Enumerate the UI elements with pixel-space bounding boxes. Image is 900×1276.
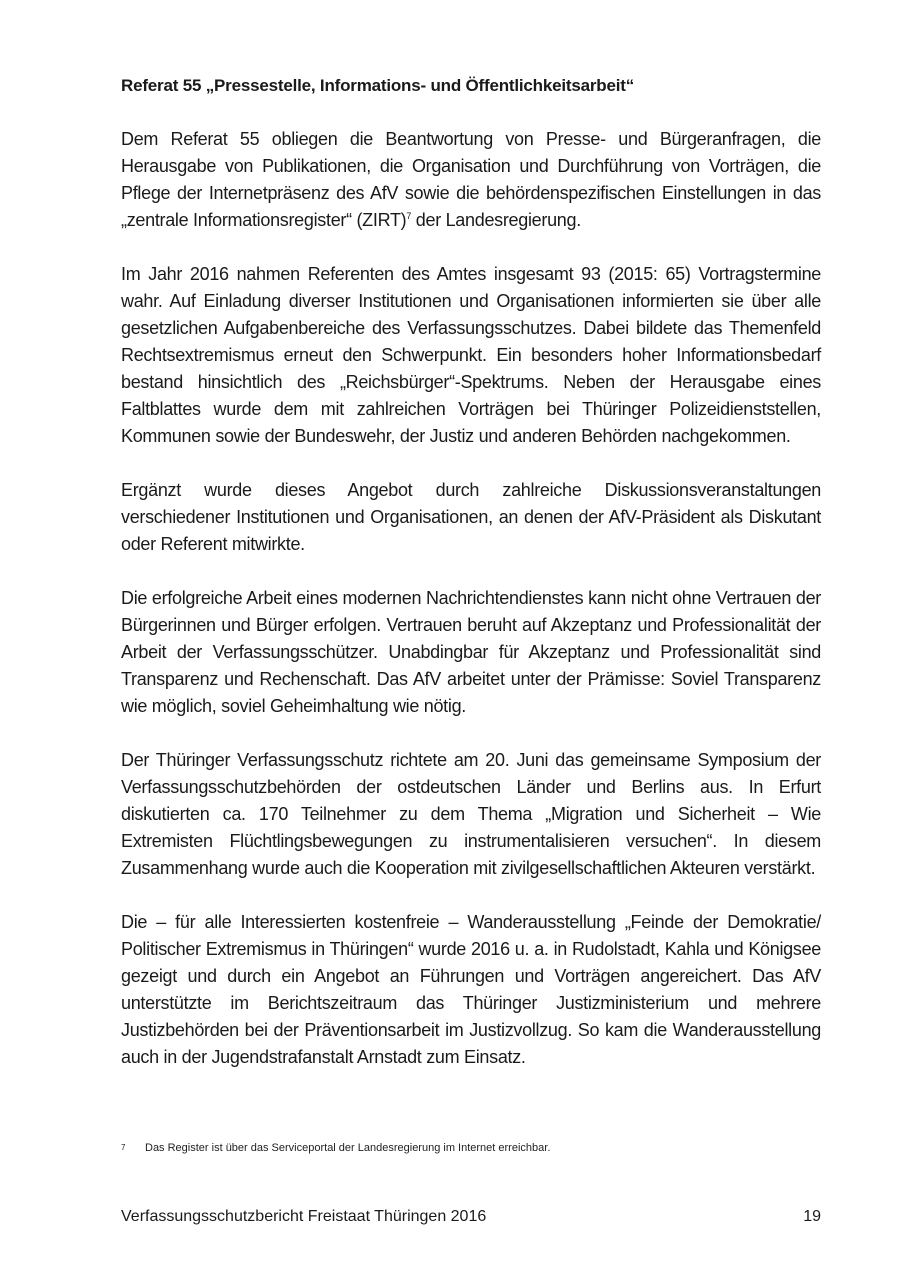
- footnote-text: Das Register ist über das Serviceportal der Landesregierung im Internet erreichbar.: [145, 1142, 551, 1154]
- paragraph-1-text-end: der Landesregierung.: [411, 210, 581, 230]
- paragraph-4: Die erfolgreiche Arbeit eines modernen Nachrichtendienstes kann nicht ohne Vertrauen der Bürgerinnen und Bürger erfolgen. Vertrauen beruht auf Akzeptanz und Professionalität der Arbeit der Verfassungsschützer. Unabdingbar für Akzeptanz und Professionalität sind Transparenz und Rechenschaft. Das AfV arbeitet unter der Prämisse: Soviel Transparenz wie möglich, soviel Geheimhaltung wie nötig.: [121, 588, 821, 716]
- paragraph-5: Der Thüringer Verfassungsschutz richtete am 20. Juni das gemeinsame Symposium der Verfassungsschutzbehörden der ostdeutschen Länder und Berlins aus. In Erfurt diskutierten ca. 170 Teilnehmer zu dem Thema „Migration und Sicherheit – Wie Extremisten Flüchtlingsbewegungen zu instrumentalisieren versuchen“. In diesem Zusammenhang wurde auch die Kooperation mit zivilgesellschaftlichen Akteuren verstärkt.: [121, 750, 821, 878]
- section-heading: Referat 55 „Pressestelle, Informations- und Öffentlichkeitsarbeit“: [121, 76, 635, 95]
- paragraph-1-text: Dem Referat 55 obliegen die Beantwortung von Presse- und Bürgeranfragen, die Herausgabe von Publikationen, die Organisation und Durchführung von Vorträgen, die Pflege der Internetpräsenz des AfV sowie die behördenspezifischen Einstellungen in das „zentrale Informationsregister“ (ZIRT): [121, 129, 821, 230]
- footnote-reference: 7: [406, 211, 412, 221]
- paragraph-2: Im Jahr 2016 nahmen Referenten des Amtes insgesamt 93 (2015: 65) Vortragstermine wahr. Auf Einladung diverser Institutionen und Organisationen informierten sie über alle gesetzlichen Aufgabenbereiche des Verfassungsschutzes. Dabei bildete das Themenfeld Rechtsextremismus erneut den Schwerpunkt. Ein besonders hoher Informationsbedarf bestand hinsichtlich des „Reichsbürger“-Spektrums. Neben der Herausgabe eines Faltblattes wurde dem mit zahlreichen Vorträgen bei Thüringer Polizeidienststellen, Kommunen sowie der Bundeswehr, der Justiz und anderen Behörden nachgekommen.: [121, 264, 821, 446]
- page-footer: [121, 1206, 821, 1228]
- page-number: 19: [803, 1208, 821, 1225]
- paragraph-3: Ergänzt wurde dieses Angebot durch zahlreiche Diskussionsveranstaltungen verschiedener Institutionen und Organisationen, an denen der AfV-Präsident als Diskutant oder Referent mitwirkte.: [121, 480, 821, 554]
- paragraph-6: Die – für alle Interessierten kostenfreie – Wanderausstellung „Feinde der Demokratie/ Politischer Extremismus in Thüringen“ wurde 2016 u. a. in Rudolstadt, Kahla und Königsee gezeigt und durch ein Angebot an Führungen und Vorträgen angereichert. Das AfV unterstützte im Berichtszeitraum das Thüringer Justizministerium und mehrere Justizbehörden bei der Präventionsarbeit im Justizvollzug. So kam die Wanderausstellung auch in der Jugendstrafanstalt Arnstadt zum Einsatz.: [121, 912, 821, 1067]
- paragraph-1: [121, 126, 821, 234]
- page-body: [121, 72, 821, 1098]
- footnote: [121, 1140, 821, 1156]
- footnote-mark: 7: [121, 1143, 126, 1152]
- footer-title: Verfassungsschutzbericht Freistaat Thüringen 2016: [121, 1208, 487, 1225]
